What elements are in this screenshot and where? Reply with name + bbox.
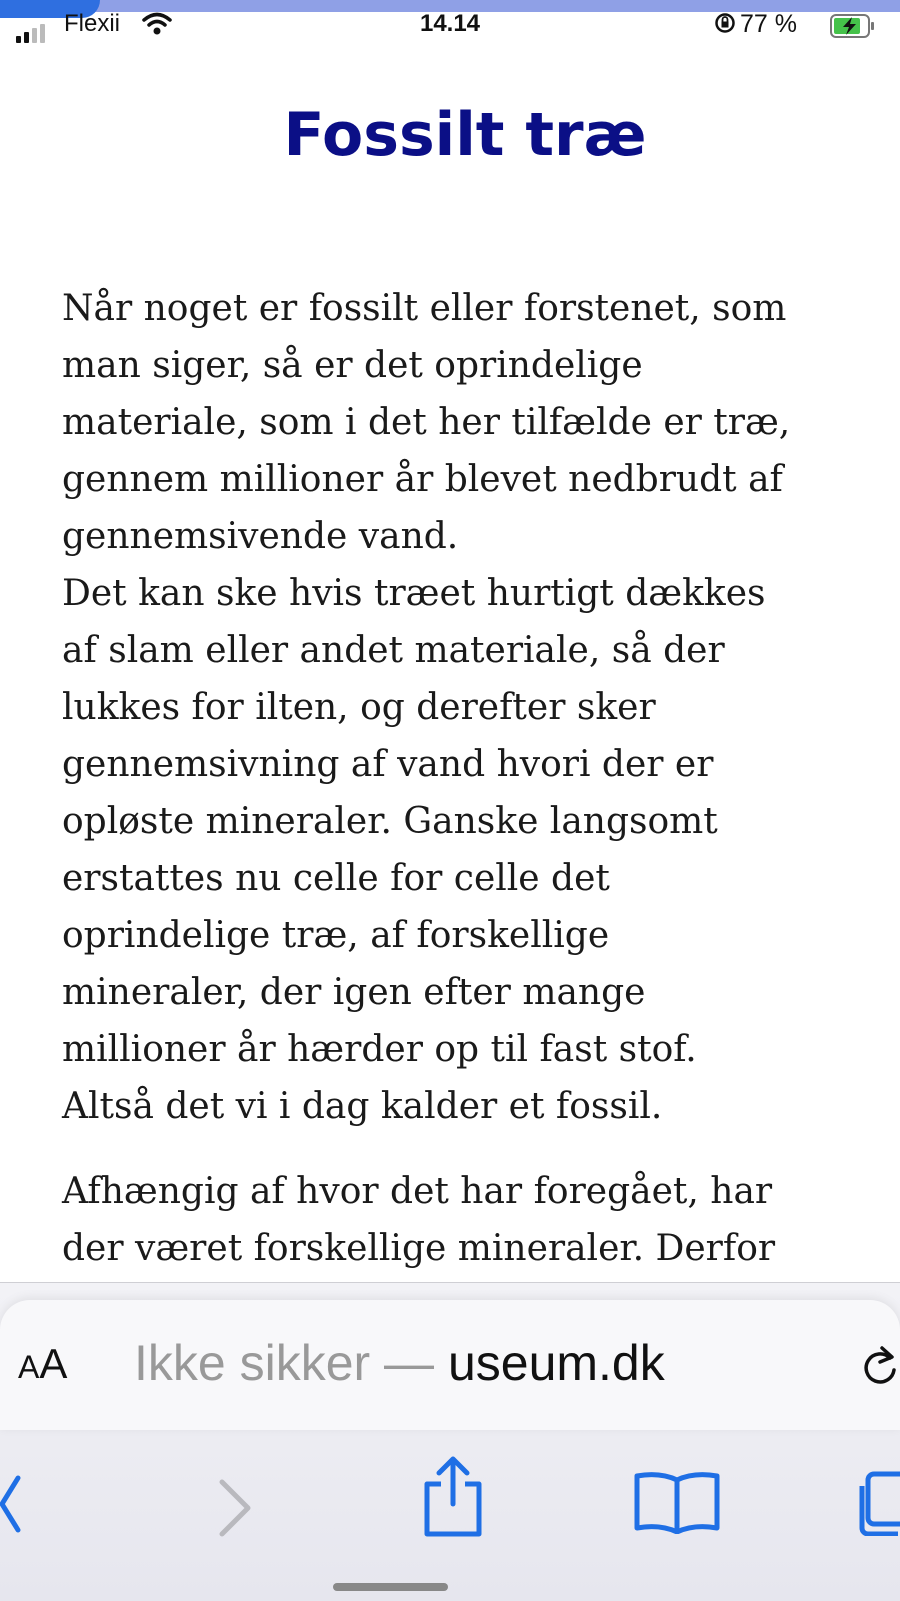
battery-charging-icon xyxy=(830,14,876,43)
article-paragraph: Når noget er fossilt eller forstenet, som man siger, så er det oprindelige materiale, som i det her tilfælde er træ, gennem millioner år blevet nedbrudt af gennemsivende vand. Det kan ske hvis træet hurtigt dækkes af slam eller andet materiale, så der lukkes for ilten, og derefter sker gennemsivning af vand hvori der er opløste mineraler. Ganske langsomt erstattes nu celle for celle det oprindelige træ, af forskellige mineraler, der igen efter mange millioner år hærder op til fast stof. Altså det vi i dag kalder et fossil. xyxy=(62,288,791,1127)
carrier-label: Flexii xyxy=(64,10,121,37)
reload-icon[interactable] xyxy=(860,1344,900,1393)
rotation-lock-icon xyxy=(714,12,736,39)
bookmarks-icon[interactable] xyxy=(632,1470,722,1539)
back-icon[interactable] xyxy=(0,1472,24,1541)
url-domain: useum.dk xyxy=(447,1335,665,1391)
security-warning: Ikke sikker — xyxy=(134,1335,448,1391)
forward-icon[interactable] xyxy=(216,1478,256,1543)
tabs-icon[interactable] xyxy=(858,1470,900,1541)
article-paragraph: Afhængig af hvor det har foregået, har der været forskellige mineraler. Derfor xyxy=(62,1171,776,1269)
reader-aa-button[interactable]: AA xyxy=(18,1340,68,1387)
article-body xyxy=(62,280,892,1277)
status-bar xyxy=(0,0,900,46)
battery-percent: 77 % xyxy=(740,10,797,38)
status-time: 14.14 xyxy=(419,10,481,37)
home-indicator[interactable] xyxy=(333,1583,448,1591)
page-title: Fossilt træ xyxy=(283,100,647,170)
url-display[interactable] xyxy=(134,1334,665,1392)
share-icon[interactable] xyxy=(418,1454,488,1543)
